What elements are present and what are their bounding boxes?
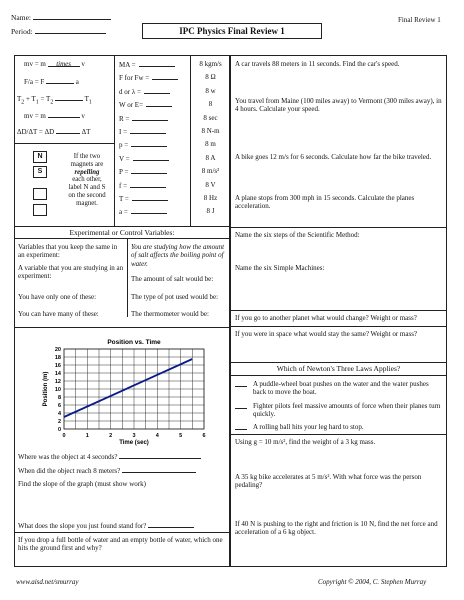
y-tick-label: 0 (57, 427, 61, 433)
rule-weight (230, 434, 447, 435)
unit-value-8: 8 A (205, 153, 216, 162)
eq5-lhs: ΔD/ΔT = ΔD (17, 128, 55, 136)
equation-4 (24, 111, 85, 120)
magnet-blank-square-2[interactable] (33, 204, 47, 216)
unit-value-4: 8 (208, 100, 213, 109)
eq3-lhs-t: T (17, 95, 22, 103)
magnet-line-1: If the two (73, 153, 101, 160)
eq4-blank[interactable] (48, 111, 80, 118)
unit-answer-blank[interactable] (132, 194, 168, 201)
unit-answer-blank[interactable] (146, 100, 172, 107)
unit-quantity-label: d or λ = (119, 87, 141, 96)
rq6: Name the six Simple Machines: (235, 264, 325, 272)
x-axis-label: Time (sec) (119, 440, 149, 446)
graph-q1 (18, 452, 201, 461)
unit-question-6 (119, 127, 166, 136)
magnet-s-square: S (33, 166, 47, 178)
eq2-blank[interactable] (46, 77, 74, 84)
eq5-blank[interactable] (56, 127, 80, 134)
newton-item-1-text: A puddle-wheel boat pushes on the water and the water pushes back to move the boat. (253, 380, 429, 397)
var-left-1: Variables that you keep the same in an experiment: (18, 243, 118, 260)
magnet-blank-square-1[interactable] (33, 188, 47, 200)
y-tick-label: 16 (54, 363, 61, 369)
rq3: A bike goes 12 m/s for 6 seconds. Calculate how far the bike traveled. (235, 153, 432, 161)
newton-blank-3[interactable] (235, 423, 247, 430)
eq3-rhs: $T_1$ (84, 95, 92, 106)
unit-quantity-label: p = (119, 141, 129, 150)
unit-value-10: 8 V (205, 180, 216, 189)
graph-q2-answer[interactable] (122, 466, 196, 473)
unit-question-12 (119, 207, 167, 216)
y-tick-label: 20 (54, 347, 61, 353)
variables-heading: Experimental or Control Variables: (14, 227, 230, 239)
graph-q1-text: Where was the object at 4 seconds? (18, 453, 118, 461)
bottle-question: If you drop a full bottle of water and an empty bottle of water, which one hits the ground first and why? (18, 536, 223, 553)
rule-newton (230, 362, 447, 363)
graph-q3: Find the slope of the graph (must show work) (18, 480, 146, 488)
series-line (64, 359, 192, 417)
var-right-3: The type of pot used would be: (131, 293, 219, 301)
equation-2 (24, 77, 79, 86)
eq3-blank[interactable] (55, 94, 83, 101)
unit-quantity-label: V = (119, 154, 130, 163)
y-tick-label: 18 (54, 355, 61, 361)
rq11: If 40 N is pushing to the right and friction is 10 N, find the net force and acceleration of a 6 kg object. (235, 520, 438, 537)
x-tick-label: 1 (85, 433, 89, 439)
eq3-lhs: $T_2 + T_1 = T_2$ (17, 95, 54, 106)
eq4-lhs: mv = m (24, 112, 46, 120)
eq4-rhs: v (81, 112, 85, 120)
unit-answer-blank[interactable] (133, 154, 169, 161)
newton-blank-1[interactable] (235, 380, 247, 387)
eq1-fill: times (56, 60, 71, 68)
unit-answer-blank[interactable] (131, 167, 167, 174)
magnet-n-square: N (33, 151, 47, 163)
y-tick-label: 8 (57, 395, 61, 401)
x-tick-label: 6 (202, 433, 206, 439)
magnet-instructions (61, 153, 113, 208)
chart-title: Position vs. Time (107, 339, 161, 346)
name-field[interactable] (33, 13, 111, 20)
y-tick-label: 6 (57, 403, 61, 409)
period-label (11, 27, 106, 37)
unit-question-9 (119, 167, 167, 176)
eq2-lhs: F/a = F (24, 78, 45, 86)
unit-answer-blank[interactable] (130, 181, 166, 188)
var-left-4: You can have many of these: (18, 310, 99, 318)
eq1-rhs: v (81, 60, 85, 68)
unit-question-11 (119, 194, 168, 203)
rq1: A car travels 88 meters in 11 seconds. Find the car's speed. (235, 60, 400, 68)
magnet-line-4: each other, (72, 176, 102, 184)
unit-question-4 (119, 100, 172, 109)
eq3-rhs-t: T (84, 95, 89, 103)
unit-value-11: 8 Hz (203, 194, 218, 202)
rq2: You travel from Maine (100 miles away) to Vermont (300 miles away), in 4 hours. Calculate your speed. (235, 97, 442, 114)
unit-question-2 (119, 73, 178, 82)
page-title: IPC Physics Final Review 1 (142, 23, 322, 39)
magnet-line-2: magnets are (70, 160, 104, 168)
y-tick-label: 12 (54, 379, 61, 385)
unit-answer-blank[interactable] (132, 114, 168, 121)
name-label (11, 13, 111, 23)
unit-quantity-label: I = (119, 128, 128, 136)
unit-quantity-label: MA = (119, 61, 136, 69)
x-tick-label: 5 (179, 433, 183, 439)
graph-q4 (18, 521, 194, 530)
graph-q4-text: What does the slope you just found stand for? (18, 522, 147, 530)
y-tick-label: 14 (54, 371, 61, 377)
unit-answer-blank[interactable] (139, 60, 175, 67)
y-axis-label: Position (m) (43, 371, 49, 407)
newton-item-3-text: A rolling ball hits your leg hard to stop. (253, 423, 364, 431)
newton-item-3 (235, 423, 443, 431)
rule-sci (230, 227, 447, 228)
magnet-line-6: on the second (68, 192, 106, 200)
unit-value-7: 8 m (205, 140, 216, 149)
x-tick-label: 4 (155, 433, 159, 439)
unit-quantity-label: P = (119, 168, 129, 177)
corner-label: Final Review 1 (398, 16, 441, 24)
unit-value-2: 8 Ω (205, 73, 216, 82)
rq10: A 35 kg bike accelerates at 5 m/s². With what force was the person pedaling? (235, 473, 422, 490)
units-divider (190, 55, 191, 227)
period-label-text: Period: (11, 27, 33, 36)
unit-value-9: 8 m/s² (201, 167, 220, 176)
x-tick-label: 2 (109, 433, 113, 439)
magnet-line-5: label N and S (68, 184, 106, 192)
newton-blank-2[interactable] (235, 402, 247, 409)
rq8: If you were in space what would stay the same? Weight or mass? (235, 330, 418, 338)
newton-item-2 (235, 402, 443, 419)
var-left-3: You have only one of these: (18, 293, 97, 301)
rq7: If you go to another planet what would change? Weight or mass? (235, 314, 417, 322)
unit-question-1 (119, 60, 175, 69)
unit-value-6: 8 N-m (201, 127, 220, 135)
equation-3 (17, 94, 92, 106)
rq9: Using g = 10 m/s², find the weight of a 3 kg mass. (235, 438, 376, 446)
var-right-2: The amount of salt would be: (131, 275, 214, 283)
unit-question-10 (119, 181, 166, 190)
right-column (230, 55, 447, 567)
unit-quantity-label: W or E= (119, 101, 144, 110)
magnet-line-3: repelling (74, 168, 100, 176)
unit-quantity-label: a = (119, 208, 128, 217)
footer-left: www.aisd.net/smurray (16, 578, 79, 586)
unit-value-3: 8 w (205, 86, 216, 95)
unit-value-12: 8 J (206, 207, 215, 216)
y-tick-label: 2 (57, 419, 61, 425)
eq1-lhs: mv = m (24, 60, 46, 68)
unit-answer-blank[interactable] (144, 87, 170, 94)
graph-q4-answer[interactable] (148, 521, 194, 528)
position-time-chart (40, 335, 220, 447)
newton-item-1 (235, 380, 443, 397)
x-tick-label: 0 (62, 433, 66, 439)
variables-divider (127, 239, 128, 317)
var-right-4: The thermometer would be: (131, 310, 209, 318)
newton-heading: Which of Newton's Three Laws Applies? (230, 364, 447, 376)
variables-bottom-rule (14, 327, 230, 328)
eq5-rhs: ΔT (81, 128, 91, 136)
unit-value-1: 8 kgm/s (199, 60, 222, 68)
name-label-text: Name: (11, 13, 31, 22)
graph-q2 (18, 466, 196, 475)
eq2-rhs: a (75, 78, 79, 86)
unit-question-5 (119, 114, 168, 123)
equation-5 (17, 127, 90, 136)
footer-right: Copyright © 2004, C. Stephen Murray (318, 578, 427, 586)
period-field[interactable] (35, 27, 106, 34)
eq1-blank[interactable] (48, 60, 80, 67)
y-tick-label: 4 (57, 411, 61, 417)
x-tick-label: 3 (132, 433, 136, 439)
rule-planet (230, 310, 447, 311)
rq5: Name the six steps of the Scientific Method: (235, 231, 360, 239)
graph-q1-answer[interactable] (119, 452, 201, 459)
unit-quantity-label: f = (119, 181, 128, 190)
unit-answer-blank[interactable] (131, 140, 167, 147)
magnet-line-7: magnet. (76, 199, 98, 207)
unit-answer-blank[interactable] (152, 73, 178, 80)
unit-answer-blank[interactable] (131, 207, 167, 214)
var-scenario: You are studying how the amount of salt affects the boiling point of water. (131, 243, 225, 268)
unit-question-7 (119, 140, 167, 149)
rule-space (230, 326, 447, 327)
var-left-2: A variable that you are studying in an experiment: (18, 264, 124, 281)
unit-quantity-label: F for Fw = (119, 74, 150, 83)
unit-question-3 (119, 87, 170, 96)
y-tick-label: 10 (54, 387, 61, 393)
unit-quantity-label: R = (119, 114, 130, 123)
newton-item-2-text: Fighter pilots feel massive amounts of force when their planes turn quickly. (253, 402, 441, 419)
unit-question-8 (119, 154, 169, 163)
unit-value-5: 8 sec (203, 113, 218, 122)
unit-answer-blank[interactable] (130, 127, 166, 134)
graph-q2-text: When did the object reach 8 meters? (18, 467, 121, 475)
unit-quantity-label: T = (119, 195, 129, 203)
graph-bottom-rule (14, 532, 230, 533)
rq4: A plane stops from 300 mph in 15 seconds. Calculate the planes acceleration. (235, 194, 415, 211)
equation-1 (24, 60, 85, 68)
